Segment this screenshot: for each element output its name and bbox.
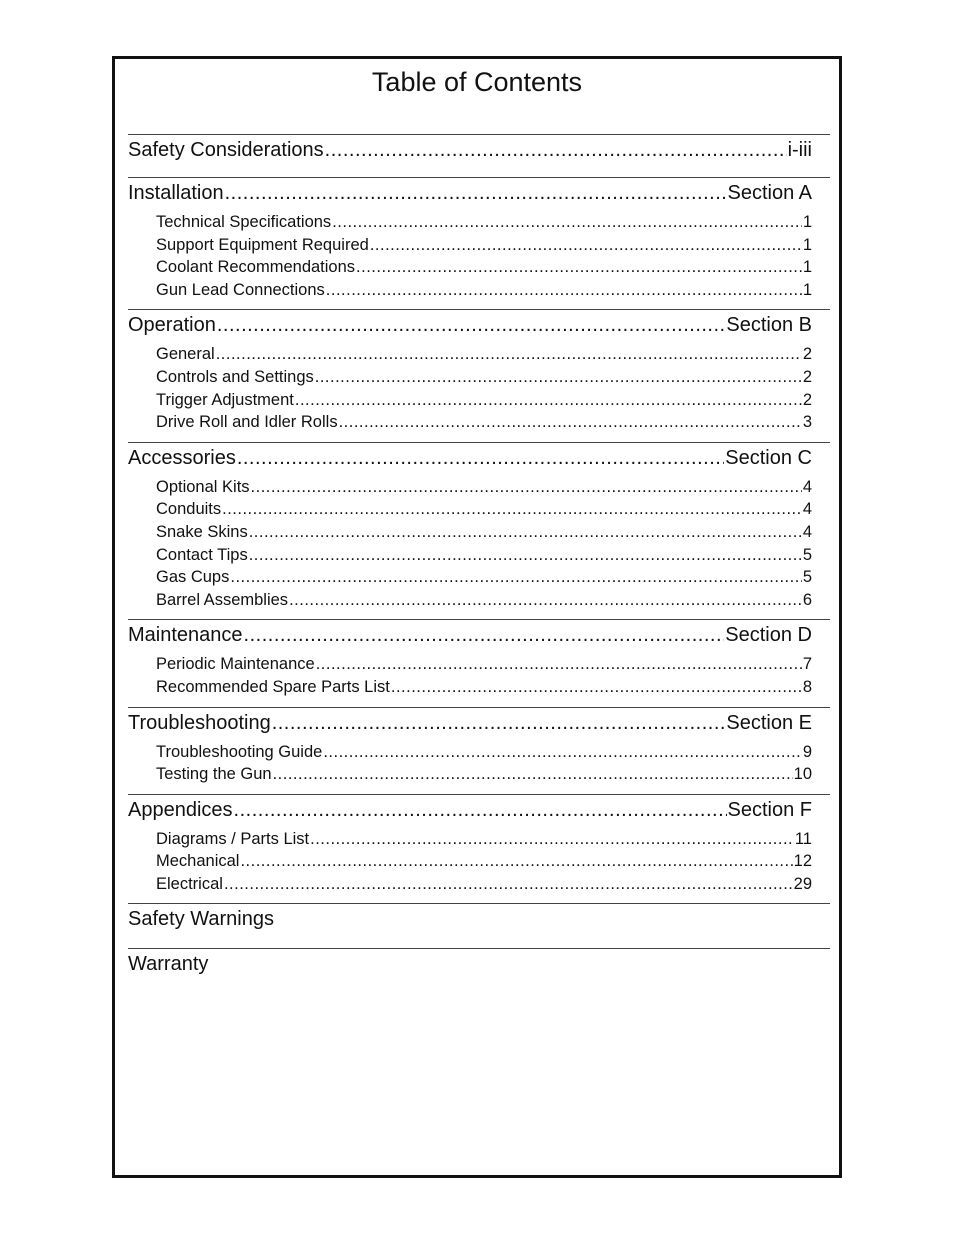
toc-subentry-label: Technical Specifications xyxy=(156,213,332,231)
toc-section-entry[interactable] xyxy=(128,795,812,823)
dot-leader xyxy=(332,211,802,234)
toc-subentry-label: Optional Kits xyxy=(156,477,250,496)
dot-leader xyxy=(326,279,802,302)
toc-subentry[interactable] xyxy=(156,566,812,589)
toc-section-label: Safety Considerations xyxy=(128,139,324,161)
dot-leader xyxy=(323,741,801,764)
toc-subentry-page: 7 xyxy=(802,655,812,674)
toc-section-page: Section D xyxy=(725,624,812,647)
toc-subentry[interactable] xyxy=(156,741,812,764)
toc-section-label: Safety Warnings xyxy=(128,908,274,931)
toc-subentry-label: Mechanical xyxy=(156,852,240,871)
toc-subentry-page: 6 xyxy=(802,590,812,609)
toc-section xyxy=(128,619,830,706)
toc-subentry[interactable] xyxy=(156,763,812,786)
toc-subentry[interactable] xyxy=(156,256,812,279)
toc-subentry[interactable] xyxy=(156,343,812,366)
toc-subentry-page: 1 xyxy=(802,213,812,231)
toc-subentry-page: 2 xyxy=(802,345,812,364)
toc-subentry-page: 5 xyxy=(802,568,812,587)
section-spacer xyxy=(128,163,830,177)
dot-leader xyxy=(251,476,802,499)
toc-subentry-label: Periodic Maintenance xyxy=(156,655,315,674)
dot-leader xyxy=(310,828,794,851)
toc-section-page: Section B xyxy=(726,314,812,337)
toc-subentry[interactable] xyxy=(156,366,812,389)
toc-section-entry[interactable] xyxy=(128,949,812,993)
dot-leader xyxy=(249,544,802,567)
toc-subentry[interactable] xyxy=(156,589,812,612)
toc-section-label: Appendices xyxy=(128,798,233,821)
dot-leader xyxy=(391,676,802,699)
toc-section-label: Maintenance xyxy=(128,624,243,647)
dot-leader xyxy=(230,566,801,589)
toc-subentry-page: 1 xyxy=(802,258,812,277)
toc-subentry-label: Conduits xyxy=(156,500,222,519)
toc-subentry-label: Gun Lead Connections xyxy=(156,280,325,299)
toc-subentry[interactable] xyxy=(156,544,812,567)
dot-leader xyxy=(237,445,724,471)
toc-subentry[interactable] xyxy=(156,279,812,302)
toc-subentry-list xyxy=(128,823,812,904)
dot-leader xyxy=(225,180,727,206)
toc-subentry-label: Coolant Recommendations xyxy=(156,258,356,277)
dot-leader xyxy=(316,653,802,676)
toc-subentry-page: 12 xyxy=(793,852,812,871)
dot-leader xyxy=(240,850,792,873)
toc-section-label: Accessories xyxy=(128,446,236,469)
toc-subentry-list xyxy=(128,648,812,706)
toc-section-entry[interactable] xyxy=(128,708,812,736)
toc-section xyxy=(128,794,830,904)
toc-subentry[interactable] xyxy=(156,521,812,544)
toc-section-page: Section C xyxy=(725,446,812,469)
toc-subentry-page: 1 xyxy=(802,235,812,254)
toc-section-page: i-iii xyxy=(787,139,812,161)
toc-subentry-label: Contact Tips xyxy=(156,545,248,564)
toc-subentry[interactable] xyxy=(156,676,812,699)
toc-subentry-list xyxy=(128,338,812,441)
toc-subentry-page: 2 xyxy=(802,367,812,386)
dot-leader xyxy=(272,710,726,736)
toc-subentry-label: Recommended Spare Parts List xyxy=(156,677,390,696)
toc-section xyxy=(128,442,830,620)
toc-list xyxy=(128,134,830,993)
toc-subentry-page: 9 xyxy=(802,742,812,761)
dot-leader xyxy=(224,873,793,896)
dot-leader xyxy=(370,234,802,257)
toc-subentry-label: Diagrams / Parts List xyxy=(156,829,310,848)
toc-subentry-page: 2 xyxy=(802,390,812,409)
toc-subentry-page: 10 xyxy=(793,765,812,784)
toc-subentry[interactable] xyxy=(156,873,812,896)
dot-leader xyxy=(356,256,802,279)
toc-subentry[interactable] xyxy=(156,211,812,234)
toc-subentry-label: Support Equipment Required xyxy=(156,235,369,254)
toc-subentry-page: 11 xyxy=(794,829,812,848)
toc-section xyxy=(128,903,830,948)
toc-subentry[interactable] xyxy=(156,850,812,873)
toc-subentry[interactable] xyxy=(156,498,812,521)
dot-leader xyxy=(234,797,727,823)
toc-section xyxy=(128,309,830,441)
toc-subentry-label: Controls and Settings xyxy=(156,367,314,386)
toc-section-entry[interactable] xyxy=(128,443,812,471)
toc-section-entry[interactable] xyxy=(128,135,812,163)
toc-subentry-page: 1 xyxy=(802,280,812,299)
toc-subentry-page: 4 xyxy=(802,477,812,496)
toc-subentry-label: Trigger Adjustment xyxy=(156,390,294,409)
dot-leader xyxy=(216,343,802,366)
toc-subentry-label: Drive Roll and Idler Rolls xyxy=(156,413,338,432)
toc-section-page: Section A xyxy=(727,182,812,204)
toc-subentry[interactable] xyxy=(156,411,812,434)
toc-section-label: Warranty xyxy=(128,953,209,976)
toc-subentry-page: 29 xyxy=(793,874,812,893)
toc-section xyxy=(128,948,830,993)
toc-section-label: Installation xyxy=(128,182,224,204)
toc-section xyxy=(128,134,830,177)
toc-section xyxy=(128,707,830,794)
toc-subentry[interactable] xyxy=(156,828,812,851)
dot-leader xyxy=(244,622,725,648)
toc-section xyxy=(128,177,830,309)
dot-leader xyxy=(295,389,802,412)
toc-section-label: Troubleshooting xyxy=(128,711,271,734)
dot-leader xyxy=(289,589,802,612)
page-frame xyxy=(112,56,842,1178)
dot-leader xyxy=(315,366,802,389)
toc-section-page: Section E xyxy=(726,711,812,734)
toc-subentry-page: 3 xyxy=(802,413,812,432)
dot-leader xyxy=(222,498,802,521)
toc-subentry-label: Troubleshooting Guide xyxy=(156,742,323,761)
dot-leader xyxy=(325,137,787,163)
toc-subentry-list xyxy=(128,736,812,794)
toc-subentry[interactable] xyxy=(156,234,812,257)
toc-section-entry[interactable] xyxy=(128,904,812,948)
toc-subentry[interactable] xyxy=(156,389,812,412)
toc-subentry-list xyxy=(128,206,812,309)
toc-subentry-label: Snake Skins xyxy=(156,522,248,541)
toc-subentry-label: Electrical xyxy=(156,874,223,893)
dot-leader xyxy=(217,312,726,338)
dot-leader xyxy=(339,411,802,434)
toc-section-entry[interactable] xyxy=(128,178,812,206)
toc-section-entry[interactable] xyxy=(128,310,812,338)
toc-subentry-page: 8 xyxy=(802,677,812,696)
toc-subentry-label: Gas Cups xyxy=(156,568,230,587)
toc-subentry-page: 4 xyxy=(802,522,812,541)
toc-subentry-label: General xyxy=(156,345,215,364)
toc-subentry-label: Barrel Assemblies xyxy=(156,590,289,609)
dot-leader xyxy=(249,521,802,544)
toc-subentry-label: Testing the Gun xyxy=(156,765,272,784)
toc-subentry-page: 5 xyxy=(802,545,812,564)
toc-subentry-page: 4 xyxy=(802,500,812,519)
toc-subentry-list xyxy=(128,471,812,620)
toc-section-entry[interactable] xyxy=(128,620,812,648)
page-title: Table of Contents xyxy=(371,67,583,97)
toc-subentry[interactable] xyxy=(156,476,812,499)
toc-section-page: Section F xyxy=(727,798,812,821)
toc-subentry[interactable] xyxy=(156,653,812,676)
toc-section-label: Operation xyxy=(128,314,216,337)
dot-leader xyxy=(273,763,793,786)
